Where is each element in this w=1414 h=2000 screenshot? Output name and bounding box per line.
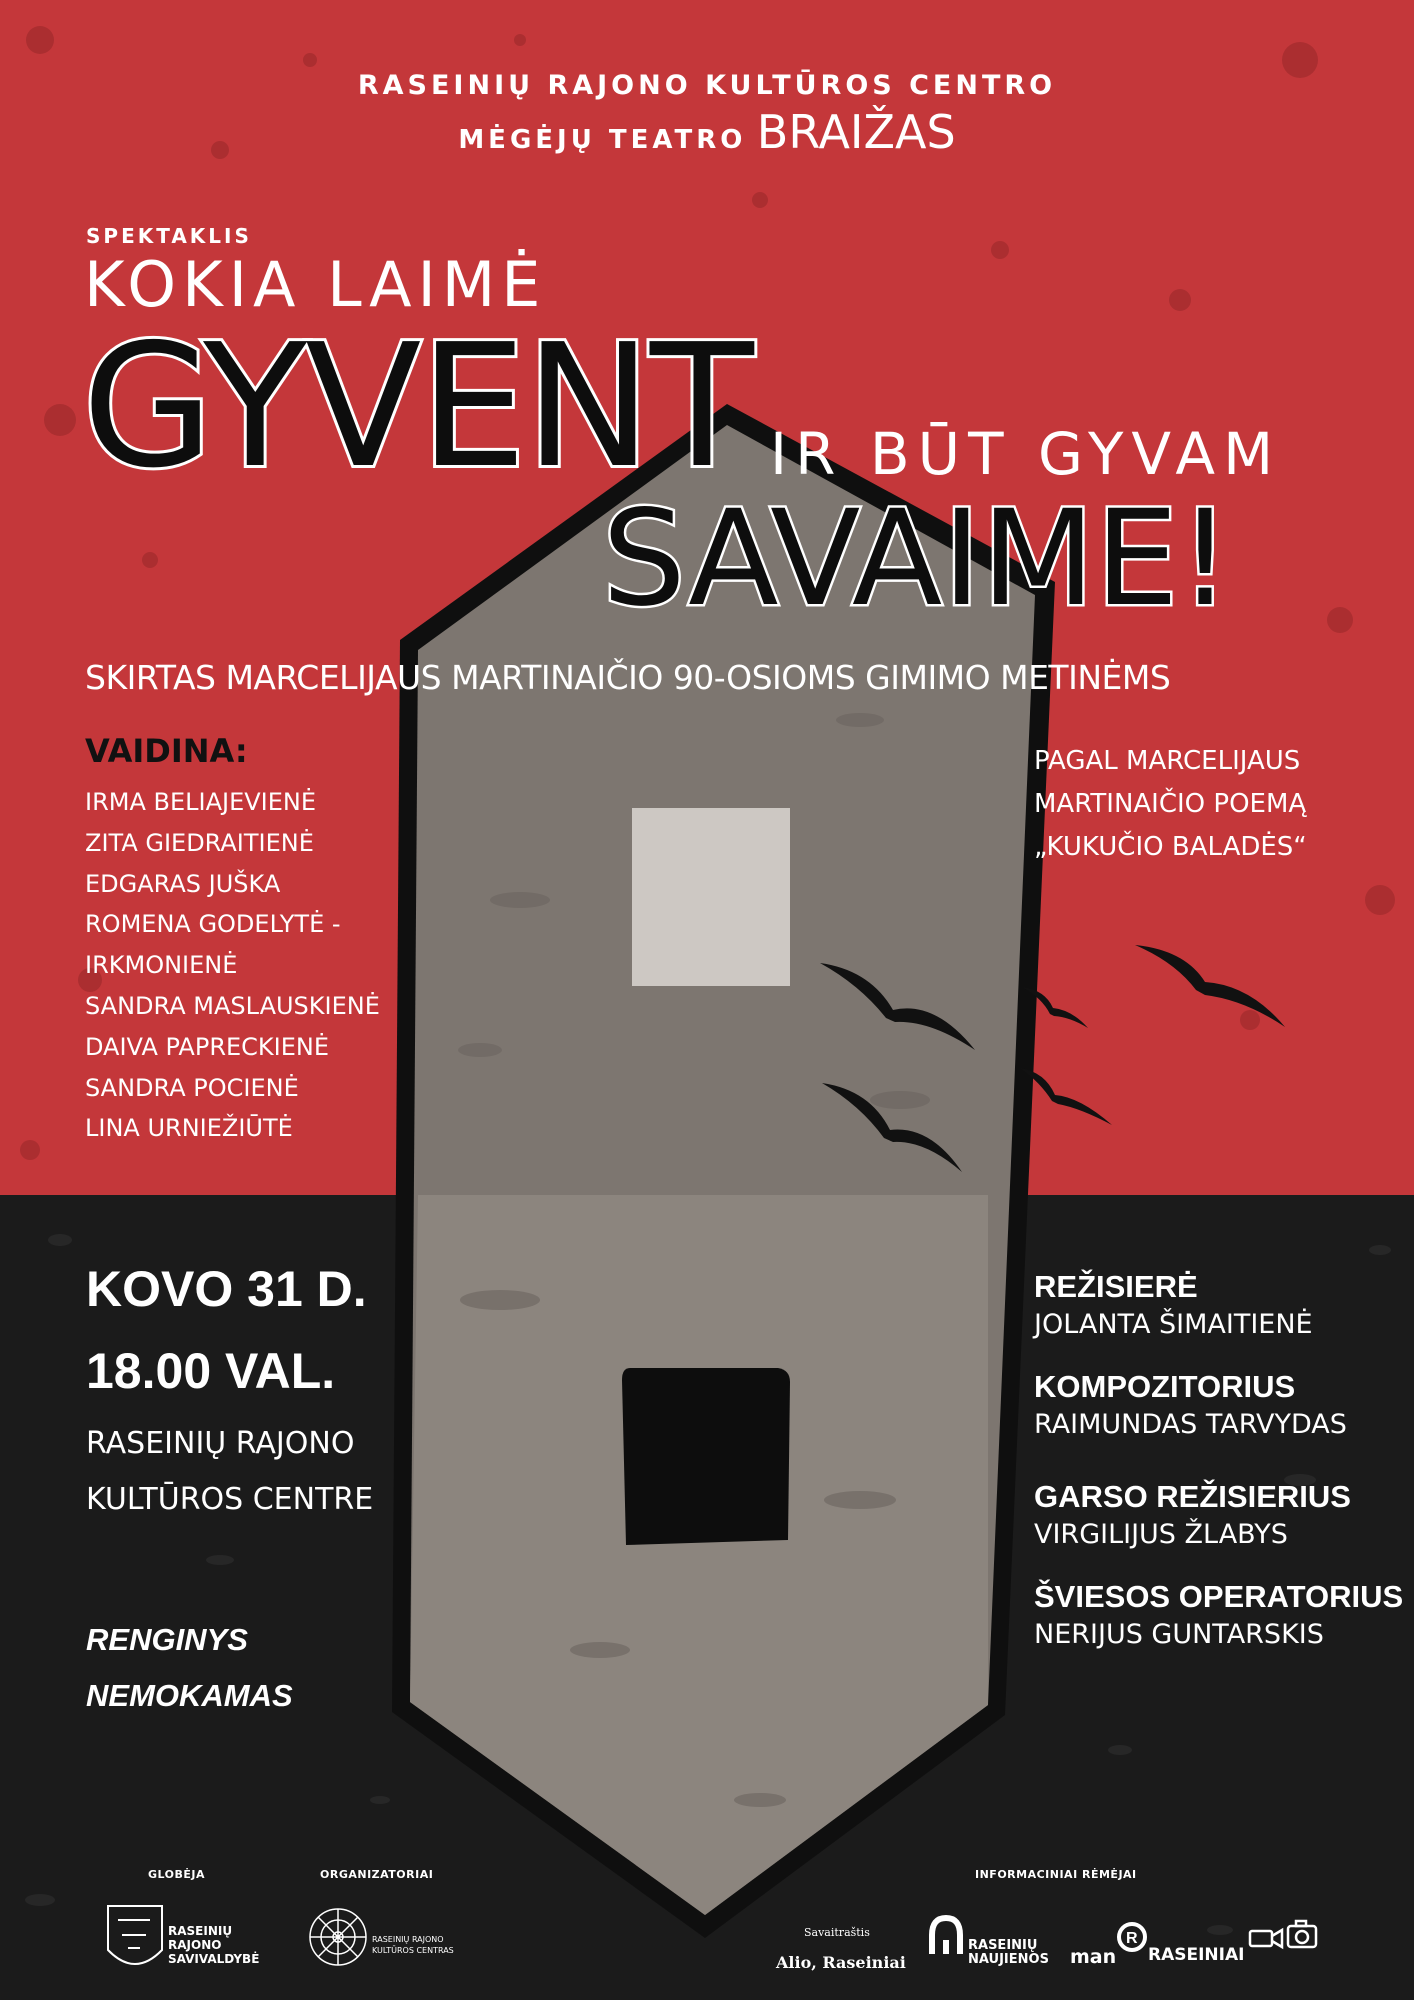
cast-member: ZITA GIEDRAITIENĖ — [85, 828, 314, 857]
title-kicker: SPEKTAKLIS — [86, 224, 252, 248]
title-line-2: GYVENT — [82, 308, 752, 506]
title-line-1: KOKIA LAIMĖ — [84, 248, 547, 321]
crew-role: GARSO REŽISIERIUS — [1034, 1479, 1351, 1514]
organizer-line: RASEINIŲ RAJONO KULTŪROS CENTRO — [357, 70, 1057, 101]
crew-name: VIRGILIJUS ŽLABYS — [1034, 1519, 1288, 1550]
man-at-icon — [1119, 1924, 1145, 1950]
event-time: 18.00 VAL. — [86, 1343, 336, 1399]
naujienos-mark-icon — [932, 1918, 960, 1954]
cast-member: DAIVA PAPRECKIENĖ — [85, 1032, 330, 1061]
crew-name: NERIJUS GUNTARSKIS — [1034, 1619, 1324, 1650]
title-line-3: IR BŪT GYVAM — [770, 420, 1282, 488]
crew-role: ŠVIESOS OPERATORIUS — [1034, 1579, 1404, 1614]
organizers-heading: ORGANIZATORIAI — [320, 1868, 434, 1881]
crew-role: KOMPOZITORIUS — [1034, 1369, 1296, 1404]
logo-alio-small: Savaitraštis — [804, 1926, 870, 1939]
cast-member: EDGARAS JUŠKA — [85, 869, 281, 898]
crew-name: RAIMUNDAS TARVYDAS — [1034, 1409, 1347, 1440]
logo-man-prefix: man — [1070, 1946, 1117, 1968]
video-icon — [1250, 1930, 1282, 1947]
cast-member: SANDRA POCIENĖ — [85, 1073, 299, 1102]
event-venue-line-2: KULTŪROS CENTRE — [86, 1482, 374, 1517]
dedication: SKIRTAS MARCELIJAUS MARTINAIČIO 90-OSIOMS GIMIMO METINĖMS — [85, 658, 1171, 697]
logo-man-raseiniai: RASEINIAI — [1148, 1945, 1245, 1965]
cast-member: ROMENA GODELYTĖ - — [85, 910, 341, 939]
svg-text:R: R — [1126, 1930, 1138, 1947]
free-entry-line-2: NEMOKAMAS — [86, 1678, 293, 1713]
source-line: „KUKUČIO BALADĖS“ — [1034, 832, 1307, 862]
source-line: MARTINAIČIO POEMĄ — [1034, 789, 1307, 819]
cast-heading: VAIDINA: — [85, 732, 248, 770]
wheel-emblem-icon — [310, 1909, 366, 1965]
camera-icon — [1288, 1921, 1316, 1947]
source-line: PAGAL MARCELIJAUS — [1034, 746, 1301, 776]
crew-name: JOLANTA ŠIMAITIENĖ — [1034, 1309, 1313, 1340]
theatre-prefix: MĖGĖJŲ TEATRO — [458, 125, 747, 155]
cast-member: IRKMONIENĖ — [85, 951, 238, 980]
event-venue-line-1: RASEINIŲ RAJONO — [86, 1426, 355, 1461]
title-line-4: SAVAIME! — [602, 482, 1232, 636]
event-date: KOVO 31 D. — [86, 1261, 367, 1317]
cast-member: LINA URNIEŽIŪTĖ — [85, 1114, 293, 1143]
media-heading: INFORMACINIAI RĖMĖJAI — [975, 1868, 1137, 1881]
logo-raseiniu-naujienos: RASEINIŲ NAUJIENOS — [968, 1938, 1049, 1967]
logo-kulturos-centras: RASEINIŲ RAJONO KULTŪROS CENTRAS — [372, 1935, 454, 1955]
cast-member: SANDRA MASLAUSKIENĖ — [85, 991, 380, 1020]
theatre-name: BRAIŽAS — [756, 105, 956, 159]
cast-member: IRMA BELIAJEVIENĖ — [85, 788, 317, 816]
free-entry-line-1: RENGINYS — [86, 1622, 248, 1657]
patron-heading: GLOBĖJA — [148, 1868, 206, 1881]
coat-of-arms-icon — [108, 1906, 162, 1964]
logo-savivaldybe: RASEINIŲ RAJONO SAVIVALDYBĖ — [168, 1924, 260, 1966]
logo-alio-raseiniai: Alio, Raseiniai — [776, 1953, 906, 1972]
crew-role: REŽISIERĖ — [1034, 1269, 1198, 1304]
